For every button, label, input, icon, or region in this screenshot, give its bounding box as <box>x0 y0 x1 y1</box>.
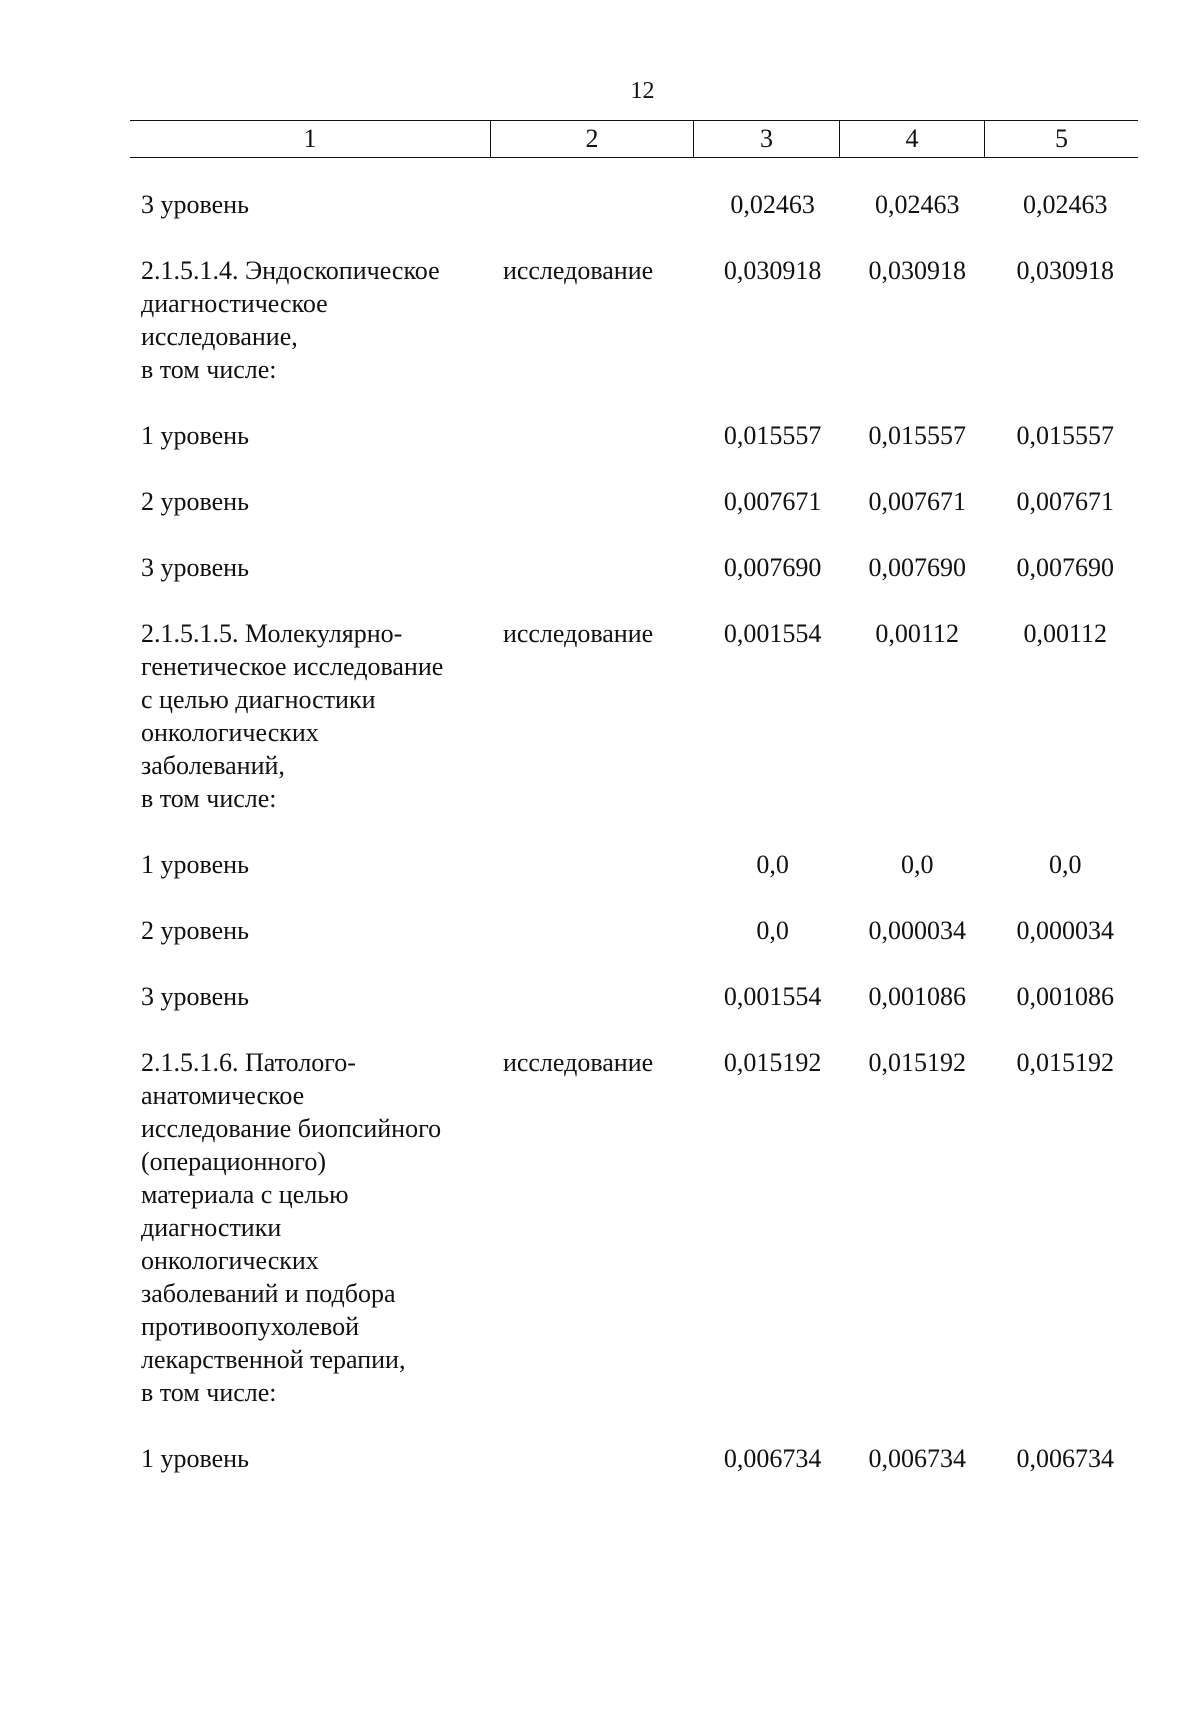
row-value-col-3: 0,007671 <box>723 487 822 516</box>
row-name <box>141 1442 501 1475</box>
row-name-line: 3 уровень <box>141 982 249 1011</box>
table-row <box>141 485 1141 518</box>
row-name <box>141 617 501 815</box>
page-number: 12 <box>630 78 655 104</box>
row-name-line: материала с целью <box>141 1180 349 1209</box>
row-name-line: диагностики <box>141 1213 282 1242</box>
row-value-col-4: 0,015192 <box>868 1048 966 1077</box>
row-value-col-5: 0,02463 <box>1022 190 1108 219</box>
row-name <box>141 848 501 881</box>
table-row <box>141 914 1141 947</box>
row-name <box>141 980 501 1013</box>
row-name-line: анатомическое <box>141 1081 305 1110</box>
row-value-col-3: 0,015557 <box>723 421 822 450</box>
row-value-col-3: 0,02463 <box>730 190 815 219</box>
row-unit: исследование <box>502 1048 654 1077</box>
row-value-col-4: 0,030918 <box>868 256 966 285</box>
row-name-line: 2.1.5.1.6. Патолого- <box>141 1048 356 1077</box>
row-name-line: диагностическое <box>141 289 328 318</box>
row-name-line: онкологических <box>141 1246 319 1275</box>
row-value-col-4: 0,02463 <box>874 190 960 219</box>
row-value-col-5: 0,007671 <box>1016 487 1114 516</box>
row-name-line: 1 уровень <box>141 850 249 879</box>
row-name-line: заболеваний и подбора <box>141 1279 396 1308</box>
row-value-col-5: 0,000034 <box>1016 916 1114 945</box>
table-row <box>141 617 1141 815</box>
row-name <box>141 1046 501 1409</box>
row-name-line: 1 уровень <box>141 421 249 450</box>
row-value-col-4: 0,007671 <box>868 487 966 516</box>
row-name <box>141 914 501 947</box>
header-col-3: 3 <box>693 121 839 157</box>
row-name-line: онкологических <box>141 718 319 747</box>
row-name <box>141 419 501 452</box>
row-name-line: 2.1.5.1.4. Эндоскопическое <box>141 256 440 285</box>
row-value-col-3: 0,006734 <box>723 1444 822 1473</box>
row-value-col-5: 0,015192 <box>1016 1048 1114 1077</box>
table-row <box>141 1046 1141 1409</box>
table-row <box>141 188 1141 221</box>
row-name-line: 2.1.5.1.5. Молекулярно- <box>141 619 403 648</box>
row-value-col-4: 0,00112 <box>875 619 959 648</box>
row-value-col-3: 0,0 <box>756 916 789 945</box>
row-value-col-4: 0,000034 <box>868 916 966 945</box>
header-col-1: 1 <box>303 124 317 153</box>
row-value-col-3: 0,0 <box>756 850 789 879</box>
row-value-col-3: 0,030918 <box>723 256 822 285</box>
row-name-line: противоопухолевой <box>141 1312 360 1341</box>
row-name <box>141 551 501 584</box>
table-row <box>141 848 1141 881</box>
row-value-col-5: 0,00112 <box>1023 619 1108 648</box>
table-row <box>141 1442 1141 1475</box>
row-value-col-4: 0,007690 <box>868 553 966 582</box>
row-name-line: заболеваний, <box>141 751 285 780</box>
row-name-line: с целью диагностики <box>141 685 376 714</box>
row-value-col-4: 0,006734 <box>868 1444 966 1473</box>
row-value-col-5: 0,015557 <box>1016 421 1114 450</box>
row-unit: исследование <box>502 256 654 285</box>
table-header <box>130 120 1138 158</box>
row-value-col-3: 0,015192 <box>723 1048 822 1077</box>
row-value-col-4: 0,015557 <box>868 421 966 450</box>
header-col-5: 5 <box>984 121 1138 157</box>
row-name-line: 2 уровень <box>141 916 249 945</box>
row-name-line: в том числе: <box>141 355 277 384</box>
row-value-col-3: 0,001554 <box>723 619 822 648</box>
row-name-line: исследование биопсийного <box>141 1114 442 1143</box>
row-value-col-5: 0,007690 <box>1016 553 1114 582</box>
table-row <box>141 551 1141 584</box>
row-value-col-3: 0,001554 <box>723 982 822 1011</box>
row-value-col-3: 0,007690 <box>723 553 822 582</box>
row-value-col-5: 0,001086 <box>1016 982 1114 1011</box>
row-name <box>141 188 501 221</box>
row-value-col-4: 0,001086 <box>868 982 966 1011</box>
row-value-col-5: 0,006734 <box>1016 1444 1114 1473</box>
row-name-line: 3 уровень <box>141 190 249 219</box>
row-name-line: в том числе: <box>141 1378 277 1407</box>
row-name-line: исследование, <box>141 322 298 351</box>
row-name-line: (операционного) <box>141 1147 326 1176</box>
table-row <box>141 419 1141 452</box>
row-name-line: лекарственной терапии, <box>141 1345 406 1374</box>
header-col-2: 2 <box>490 121 693 157</box>
row-name-line: 1 уровень <box>141 1444 249 1473</box>
table-body <box>141 188 1141 1508</box>
row-name-line: 2 уровень <box>141 487 249 516</box>
row-value-col-5: 0,030918 <box>1016 256 1114 285</box>
row-value-col-5: 0,0 <box>1048 850 1082 879</box>
row-name-line: в том числе: <box>141 784 277 813</box>
row-value-col-4: 0,0 <box>900 850 934 879</box>
row-unit: исследование <box>502 619 654 648</box>
table-row <box>141 980 1141 1013</box>
table-row <box>141 254 1141 386</box>
row-name <box>141 254 501 386</box>
row-name-line: генетическое исследование <box>141 652 444 681</box>
row-name-line: 3 уровень <box>141 553 249 582</box>
row-name <box>141 485 501 518</box>
header-col-4: 4 <box>839 121 984 157</box>
